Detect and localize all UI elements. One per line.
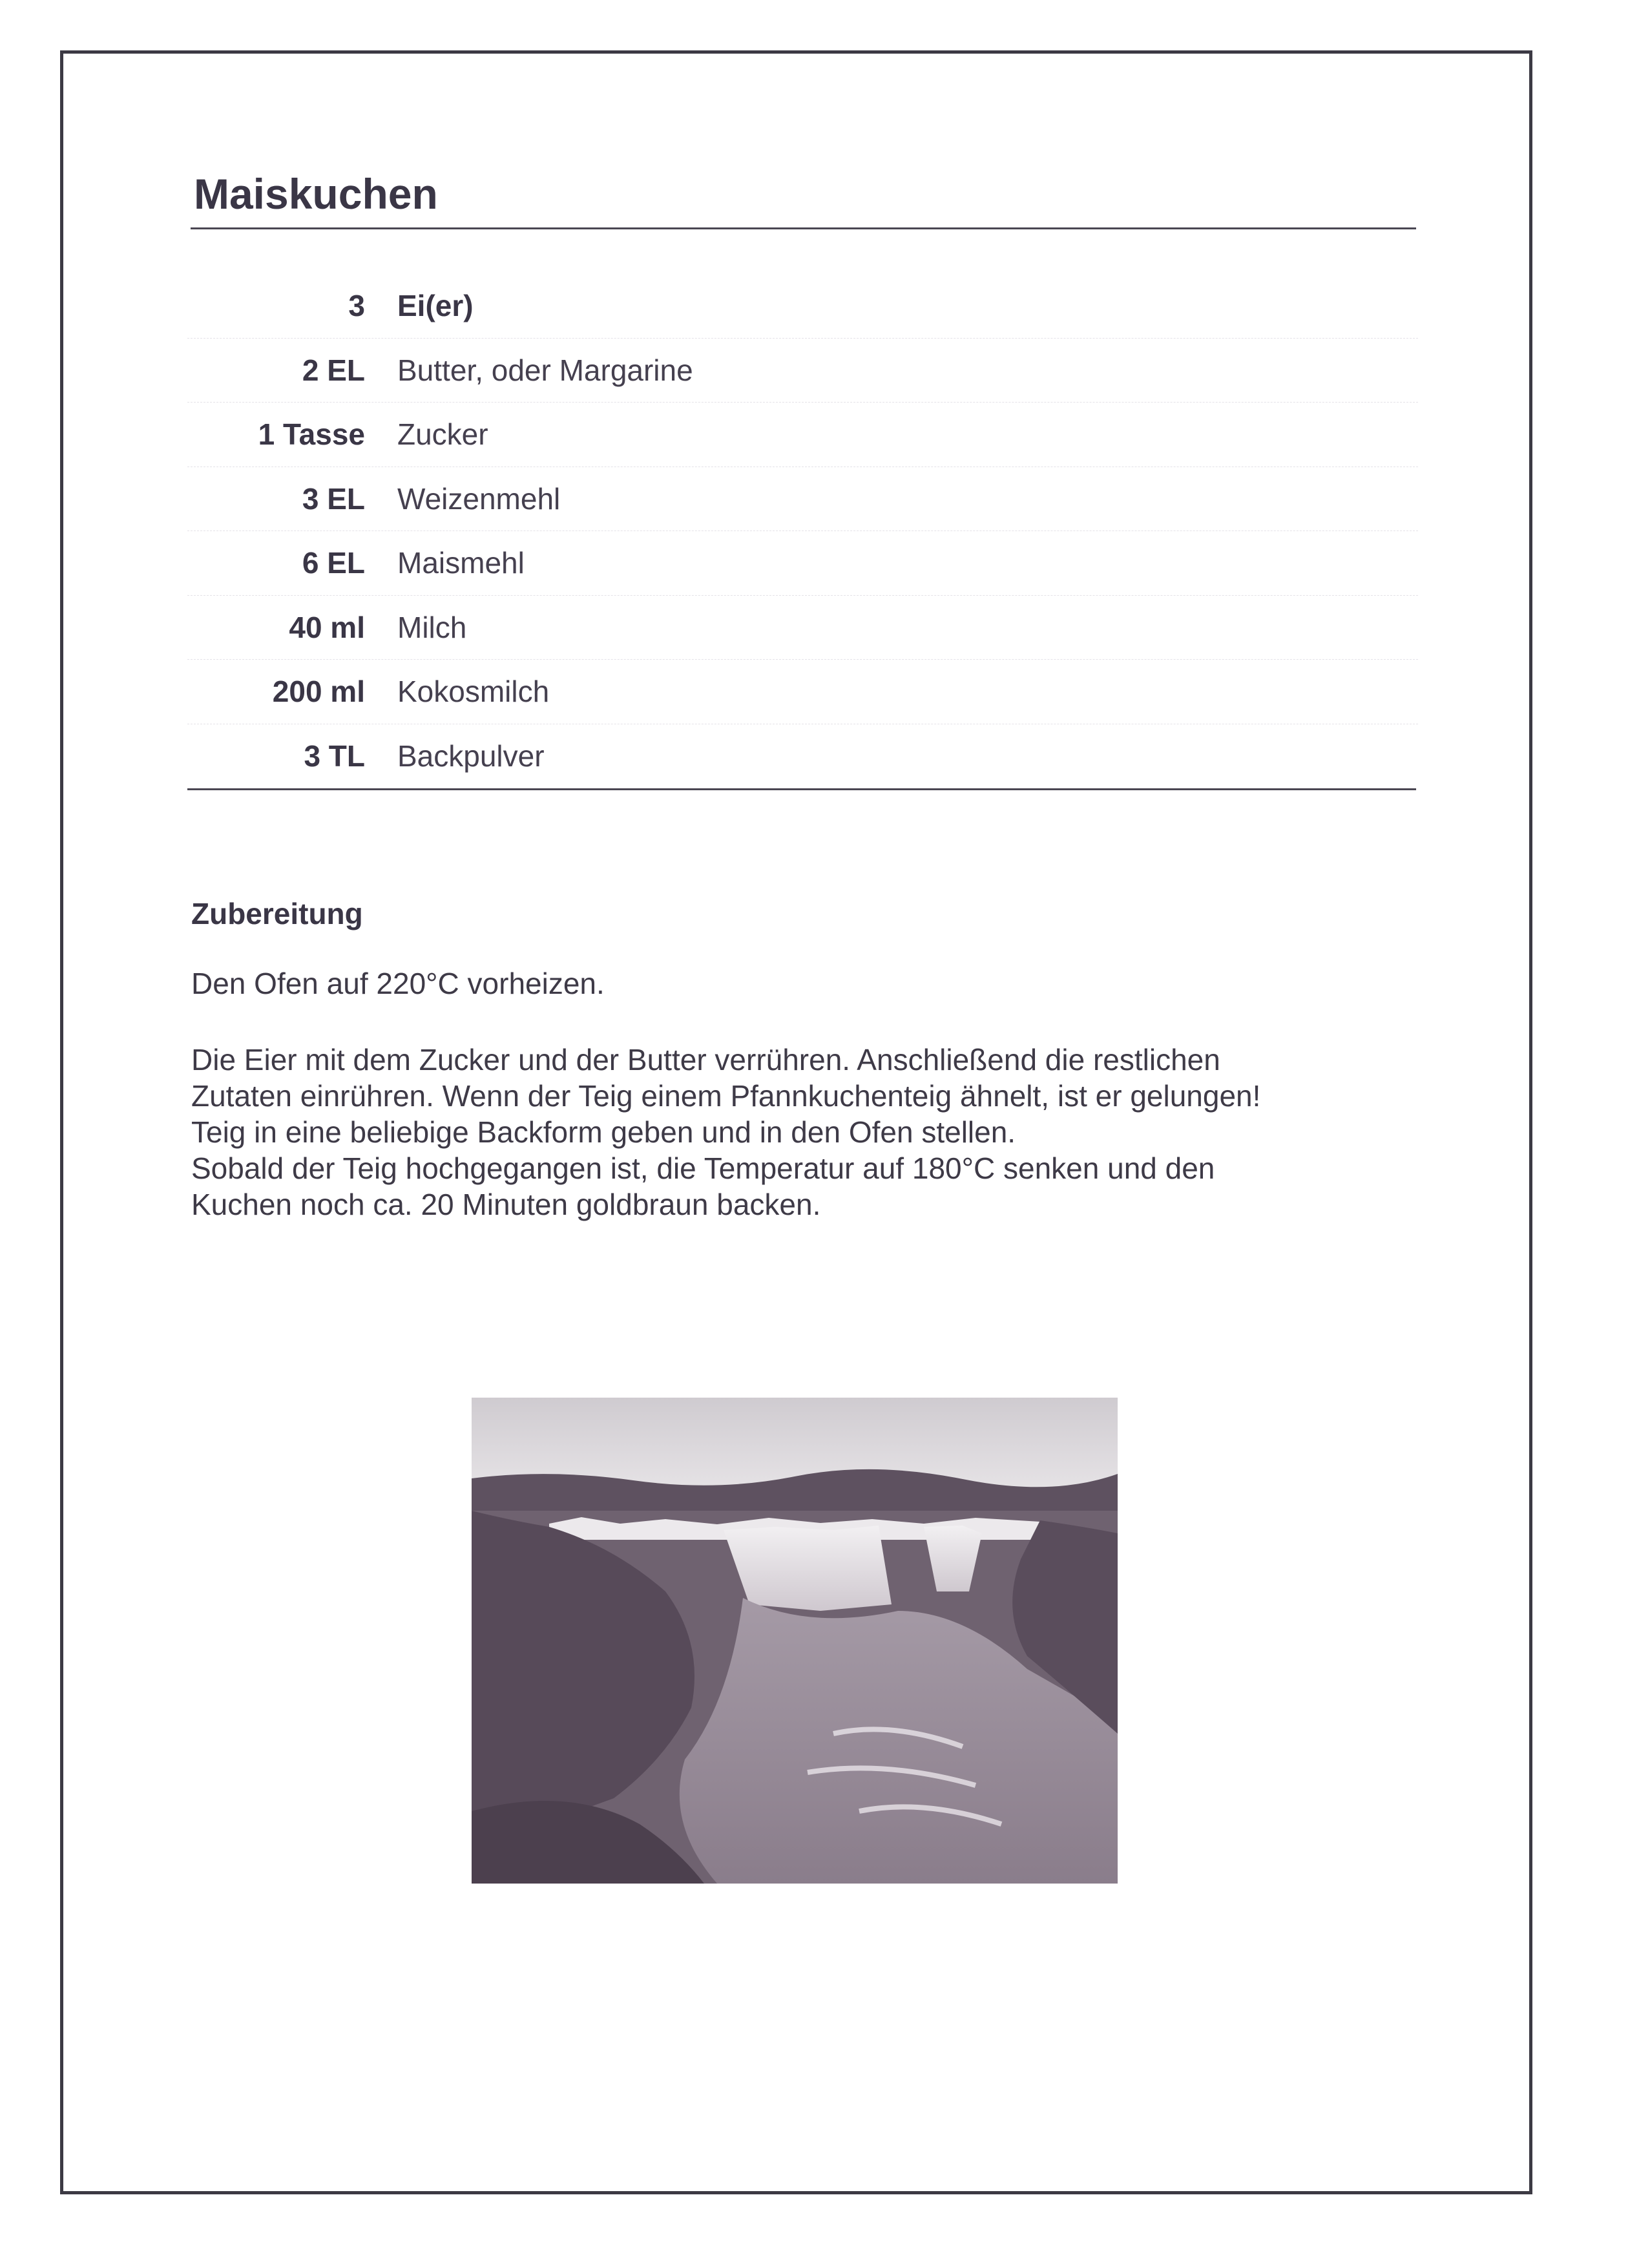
- ingredient-quantity: 1 Tasse: [258, 417, 365, 451]
- ingredient-row: [187, 724, 1418, 788]
- ingredient-name: Kokosmilch: [397, 675, 550, 708]
- ingredient-name: Backpulver: [397, 739, 545, 773]
- ingredient-name: Weizenmehl: [397, 481, 561, 516]
- ingredient-quantity: 3 TL: [304, 739, 365, 773]
- ingredient-quantity: 2 EL: [302, 353, 365, 387]
- ingredient-quantity: 200 ml: [272, 675, 365, 708]
- ingredient-row: [187, 531, 1418, 596]
- ingredient-list: [187, 274, 1418, 788]
- ingredients-bottom-rule: [187, 788, 1416, 790]
- preparation-line: Sobald der Teig hochgegangen ist, die Temperatur auf 180°C senken und den: [191, 1151, 1215, 1185]
- ingredient-name: Maismehl: [397, 546, 525, 580]
- ingredient-name: Ei(er): [397, 289, 474, 322]
- ingredient-quantity: 3 EL: [302, 481, 365, 516]
- ingredient-name: Butter, oder Margarine: [397, 353, 693, 387]
- ingredient-quantity: 6 EL: [302, 546, 365, 580]
- ingredient-row: [187, 467, 1418, 532]
- recipe-title: Maiskuchen: [194, 170, 438, 218]
- preparation-heading: Zubereitung: [191, 897, 363, 930]
- ingredient-row: [187, 339, 1418, 403]
- ingredient-row: [187, 403, 1418, 467]
- ingredient-quantity: 3: [348, 289, 365, 322]
- photo-main-falls: [724, 1526, 892, 1611]
- preparation-line: Teig in eine beliebige Backform geben und in den Ofen stellen.: [191, 1115, 1016, 1149]
- ingredient-name: Zucker: [397, 417, 488, 451]
- ingredient-row: [187, 596, 1418, 660]
- preparation-line: Zutaten einrühren. Wenn der Teig einem Pfannkuchenteig ähnelt, ist er gelungen!: [191, 1079, 1261, 1113]
- ingredient-row: [187, 660, 1418, 724]
- preparation-line: Kuchen noch ca. 20 Minuten goldbraun backen.: [191, 1188, 821, 1221]
- ingredient-row: [187, 274, 1418, 339]
- title-underline: [191, 227, 1416, 229]
- ingredient-quantity: 40 ml: [289, 610, 365, 644]
- preparation-line: Die Eier mit dem Zucker und der Butter verrühren. Anschließend die restlichen: [191, 1043, 1220, 1076]
- preparation-intro: Den Ofen auf 220°C vorheizen.: [191, 967, 605, 1000]
- ingredient-name: Milch: [397, 610, 467, 644]
- waterfall-photo: [472, 1398, 1118, 1884]
